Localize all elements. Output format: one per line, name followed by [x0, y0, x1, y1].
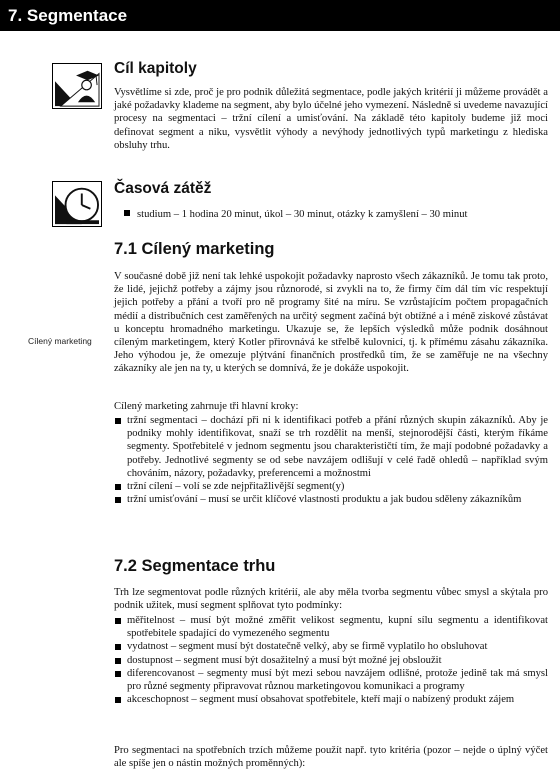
steps-list	[114, 414, 548, 506]
section-paragraph: Trh lze segmentovat podle různých kritérií, ale aby měla tvorba segmentu vůbec smysl a skýtala pro podnik užitek, musí segment splňovat tyto podmínky:	[114, 587, 548, 612]
graduate-cap-icon	[52, 63, 102, 109]
margin-note: Cílený marketing	[28, 336, 92, 346]
clock-icon	[52, 181, 102, 227]
section-heading: 7.1 Cílený marketing	[114, 240, 275, 258]
list-item: diferencovanost – segmenty musí být mezi sebou navzájem odlišné, protože jedině tak má smysl pro různé segmenty připravovat různou marketingovou komunikaci a programy	[114, 667, 548, 693]
section-paragraph: V současné době již není tak lehké uspokojit požadavky naprosto všech zákazníků. Je tomu tak proto, že lidé, jejichž potřeby a zájmy jsou různorodé, si zvykli na to, že firmy čím dál tím víc respektují jejich potřeby a přání a tvoří pro ně programy šité na míru. Se vzrůstajícím počtem propagačních médií a distribučních cest zaměřených na určitý segment začíná být obtížné a i méně ziskové zůstávat u konceptu hromadného marketingu. Ukazuje se, že lepších výsledků může podnik dosáhnout cíleným marketingem, který Kotler přirovnává ke střelbě kulovnicí, tj. k přímému zásahu zákazníka. Jeho výhodou je, že omezuje plýtvání finančních prostředků tím, že se zaměřuje ne na všechny zákazníky ale jen na ty, u kterých se domnívá, že je dokáže uspokojit.	[114, 271, 548, 375]
section-paragraph: Pro segmentaci na spotřebních trzích můžeme použít např. tyto kritéria (pozor – nejde o úplný výčet ale spíše jen o nástin možných proměnných):	[114, 745, 548, 770]
chapter-title: 7. Segmentace	[0, 0, 560, 31]
time-item-text: studium – 1 hodina 20 minut, úkol – 30 minut, otázky k zamyšlení – 30 minut	[137, 209, 468, 220]
list-item: tržní cílení – volí se zde nejpřitažlivější segment(y)	[114, 480, 548, 493]
goal-text: Vysvětlíme si zde, proč je pro podnik důležitá segmentace, podle jakých kritérií ji můžeme provádět a jaké požadavky klademe na segment, aby bylo účelné jeho vymezení. Následně si uvedeme navazující procesy na segmentaci – tržní cílení a umisťování. Na základě této kapitoly budeme již moci definovat segment a niku, vysvětlit výhody a nevýhody jednotlivých typů marketingu z hlediska obsluhy trhu.	[114, 87, 548, 151]
bullet-icon	[124, 210, 130, 216]
section-heading: 7.2 Segmentace trhu	[114, 557, 276, 575]
time-heading: Časová zátěž	[114, 180, 212, 197]
list-item: tržní umisťování – musí se určit klíčové vlastnosti produktu a jak budou sděleny zákazníkům	[114, 493, 548, 506]
time-item	[114, 208, 467, 221]
conditions-list	[114, 614, 548, 706]
list-item: vydatnost – segment musí být dostatečně velký, aby se firmě vyplatilo ho obsluhovat	[114, 640, 548, 653]
list-item: měřitelnost – musí být možné změřit velikost segmentu, kupní sílu segmentu a identifikovat spotřebitele spadající do vymezeného segmentu	[114, 614, 548, 640]
list-item: tržní segmentaci – dochází při ni k identifikaci potřeb a přání různých skupin zákazníků. Aby je podniky mohly identifikovat, snaží se trh rozdělit na menší, stejnorodější části, kterým říkáme segmenty. Spotřebitelé v jednom segmentu jsou charakterističtí tím, že mají podobné požadavky a potřeby. Jednotlivé segmenty se od sebe navzájem odlišují v celé řadě ohledů – například svým chováním, názory, požadavky, preferencemi a možnostmi	[114, 414, 548, 480]
goal-heading: Cíl kapitoly	[114, 60, 197, 77]
list-item: akceschopnost – segment musí obsahovat spotřebitele, kteří mají o nabízený produkt zájem	[114, 693, 548, 706]
section-paragraph: Cílený marketing zahrnuje tři hlavní kroky:	[114, 401, 299, 412]
list-item: dostupnost – segment musí být dosažitelný a musí být možné jej obsloužit	[114, 654, 548, 667]
